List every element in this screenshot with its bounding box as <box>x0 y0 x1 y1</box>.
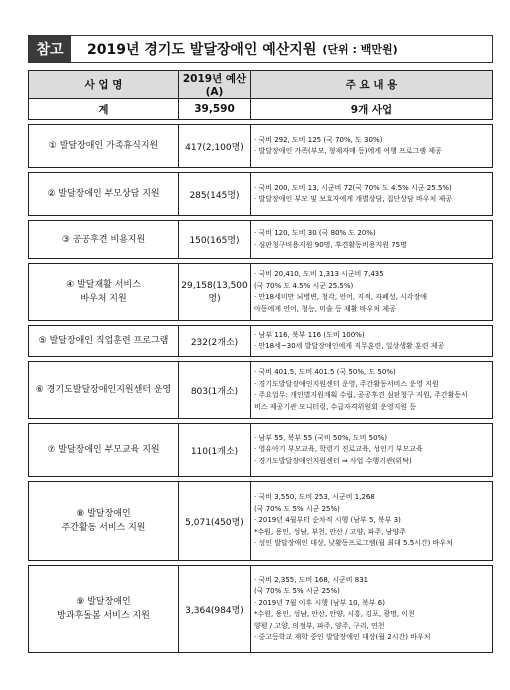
detail-line: · 국비 401.5, 도비 401.5 (국 50%, 도 50%) <box>254 368 396 376</box>
detail-line: *수원, 용인, 성남, 안산, 안양, 시흥, 김포, 광명, 이천 <box>254 610 415 618</box>
project-name <box>29 326 179 357</box>
project-name-line: ⑤ 발달장애인 직업훈련 프로그램 <box>38 336 169 346</box>
detail-line: · 국비 292, 도비 125 (국 70%, 도 30%) <box>254 135 383 144</box>
detail-line: · 주요업무: 개인별지원계획 수립, 공공후견 심판청구 지원, 주간활동서 <box>254 391 468 399</box>
detail-line: · 만18세미만 뇌병변, 청각, 언어, 지적, 자폐성, 시각장애 <box>254 293 428 301</box>
detail-line: · 국비 120, 도비 30 (국 80% 도 20%) <box>254 229 376 237</box>
detail-line: · 국비 2,355, 도비 168, 시군비 831 <box>254 575 369 584</box>
budget-amount: 803(1개소) <box>179 362 251 419</box>
detail-line: · 2019년 4월부터 순차적 시행 (남부 5, 북부 3) <box>254 516 401 525</box>
project-name-line: 바우처 지원 <box>80 294 127 304</box>
project-name <box>29 566 179 653</box>
column-header-budget: 2019년 예산(A) <box>179 71 251 99</box>
details-cell <box>251 221 493 259</box>
project-name <box>29 221 179 259</box>
detail-line: · 경기도발달장애인지원센터 ⇒ 사업 수행기관(위탁) <box>254 456 412 465</box>
table-row <box>29 326 493 357</box>
column-header-details: 주 요 내 용 <box>251 71 493 99</box>
detail-line: 비스 제공기관 모니터링, 수급자격위원회 운영지원 등 <box>254 402 417 411</box>
table-row <box>29 424 493 477</box>
detail-line: (국 70% 도 5% 시군 25%) <box>254 587 340 595</box>
project-name-line: ③ 공공후견 비용지원 <box>61 234 146 245</box>
budget-amount: 5,071(450명) <box>179 482 251 561</box>
project-name-line: 주간활동 서비스 지원 <box>61 523 146 533</box>
reference-tag: 참고 <box>29 36 71 62</box>
detail-line: 아동에게 언어, 청능, 미술 등 재활 바우처 제공 <box>254 304 396 313</box>
table-row <box>29 173 493 216</box>
table-row <box>29 482 493 561</box>
detail-line: · 심판청구비용지원 90명, 후견활동비용지원 75명 <box>254 240 407 249</box>
detail-line: · 성인 발달장애인 대상, 낮활동프로그램(월 최대 5.5시간) 바우처 <box>254 539 453 548</box>
budget-amount: 285(145명) <box>179 173 251 216</box>
detail-line: · 발달장애인 부모 및 보호자에게 개별상담, 집단상담 바우처 제공 <box>254 195 453 203</box>
table-header-row <box>29 71 493 99</box>
detail-line: · 만18세~30세 발달장애인에게 직무훈련, 일상생활 훈련 제공 <box>254 342 445 350</box>
project-name-line: 방과후돌봄 서비스 지원 <box>57 611 150 621</box>
table-row <box>29 221 493 259</box>
project-name-line: ④ 발달재활 서비스 <box>66 280 141 290</box>
budget-amount: 232(2개소) <box>179 326 251 357</box>
project-name-line: ⑧ 발달장애인 <box>76 509 131 519</box>
total-note: 9개 사업 <box>251 99 493 120</box>
table-row <box>29 264 493 321</box>
details-cell <box>251 424 493 477</box>
detail-line: · 남부 116, 북부 116 (도비 100%) <box>254 330 365 339</box>
total-label: 계 <box>29 99 179 120</box>
project-name <box>29 264 179 321</box>
detail-line: (국 70% 도 4.5% 시군 25.5%) <box>254 281 354 290</box>
detail-line: · 국비 3,550, 도비 253, 시군비 1,268 <box>254 493 375 502</box>
project-name <box>29 125 179 168</box>
project-name-line: ① 발달장애인 가족휴식지원 <box>48 141 159 151</box>
budget-amount: 29,158(13,500명) <box>179 264 251 321</box>
detail-line: · 중고등학교 재학 중인 발달장애인 대상(월 2시간) 바우처 <box>254 633 431 641</box>
total-amount: 39,590 <box>179 99 251 120</box>
detail-line: · 경기도발달장애인지원센터 운영, 주간활동서비스 운영 지원 <box>254 379 439 388</box>
budget-amount: 110(1개소) <box>179 424 251 477</box>
project-name <box>29 424 179 477</box>
total-row <box>29 99 493 120</box>
page-title: 2019년 경기도 발달장애인 예산지원 <box>87 42 317 58</box>
project-name-line: ② 발달장애인 부모상담 지원 <box>47 189 160 199</box>
table-row <box>29 125 493 168</box>
budget-amount: 150(165명) <box>179 221 251 259</box>
detail-line: · 2019년 7월 이후 시행 (남부 10, 북부 6) <box>254 598 385 607</box>
project-name <box>29 362 179 419</box>
project-name <box>29 482 179 561</box>
table-row <box>29 566 493 653</box>
column-header-project: 사 업 명 <box>29 71 179 99</box>
budget-amount: 3,364(984명) <box>179 566 251 653</box>
detail-line: · 국비 20,410, 도비 1,313 시군비 7,435 <box>254 270 384 278</box>
table-row <box>29 362 493 419</box>
project-name <box>29 173 179 216</box>
details-cell <box>251 566 493 653</box>
detail-line: 양평 / 고양, 의정부, 파주, 양주, 구리, 연천 <box>254 621 385 630</box>
details-cell <box>251 173 493 216</box>
title-banner <box>28 35 493 63</box>
detail-line: · 국비 200, 도비 13, 시군비 72(국 70% 도 4.5% 시군 25.5%) <box>254 183 452 192</box>
detail-line: · 발달장애인 가족(부모, 형제자매 등)에게 여행 프로그램 제공 <box>254 147 442 155</box>
detail-line: · 영유아기 부모교육, 학령기 진로교육, 성인기 부모교육 <box>254 445 423 454</box>
detail-line: (국 70% 도 5% 시군 25%) <box>254 504 340 513</box>
details-cell <box>251 482 493 561</box>
budget-table <box>28 70 493 653</box>
details-cell <box>251 326 493 357</box>
detail-line: · 남부 55, 북부 55 (국비 50%, 도비 50%) <box>254 433 387 442</box>
details-cell <box>251 125 493 168</box>
project-name-line: ⑨ 발달장애인 <box>76 597 131 607</box>
budget-amount: 417(2,100명) <box>179 125 251 168</box>
project-name-line: ⑥ 경기도발달장애인지원센터 운영 <box>35 385 172 395</box>
details-cell <box>251 264 493 321</box>
details-cell <box>251 362 493 419</box>
detail-line: *수원, 용인, 성남, 부천, 안산 / 고양, 파주, 남양주 <box>254 527 406 536</box>
unit-note: (단위 : 백만원) <box>322 43 398 56</box>
project-name-line: ⑦ 발달장애인 부모교육 지원 <box>47 445 160 455</box>
